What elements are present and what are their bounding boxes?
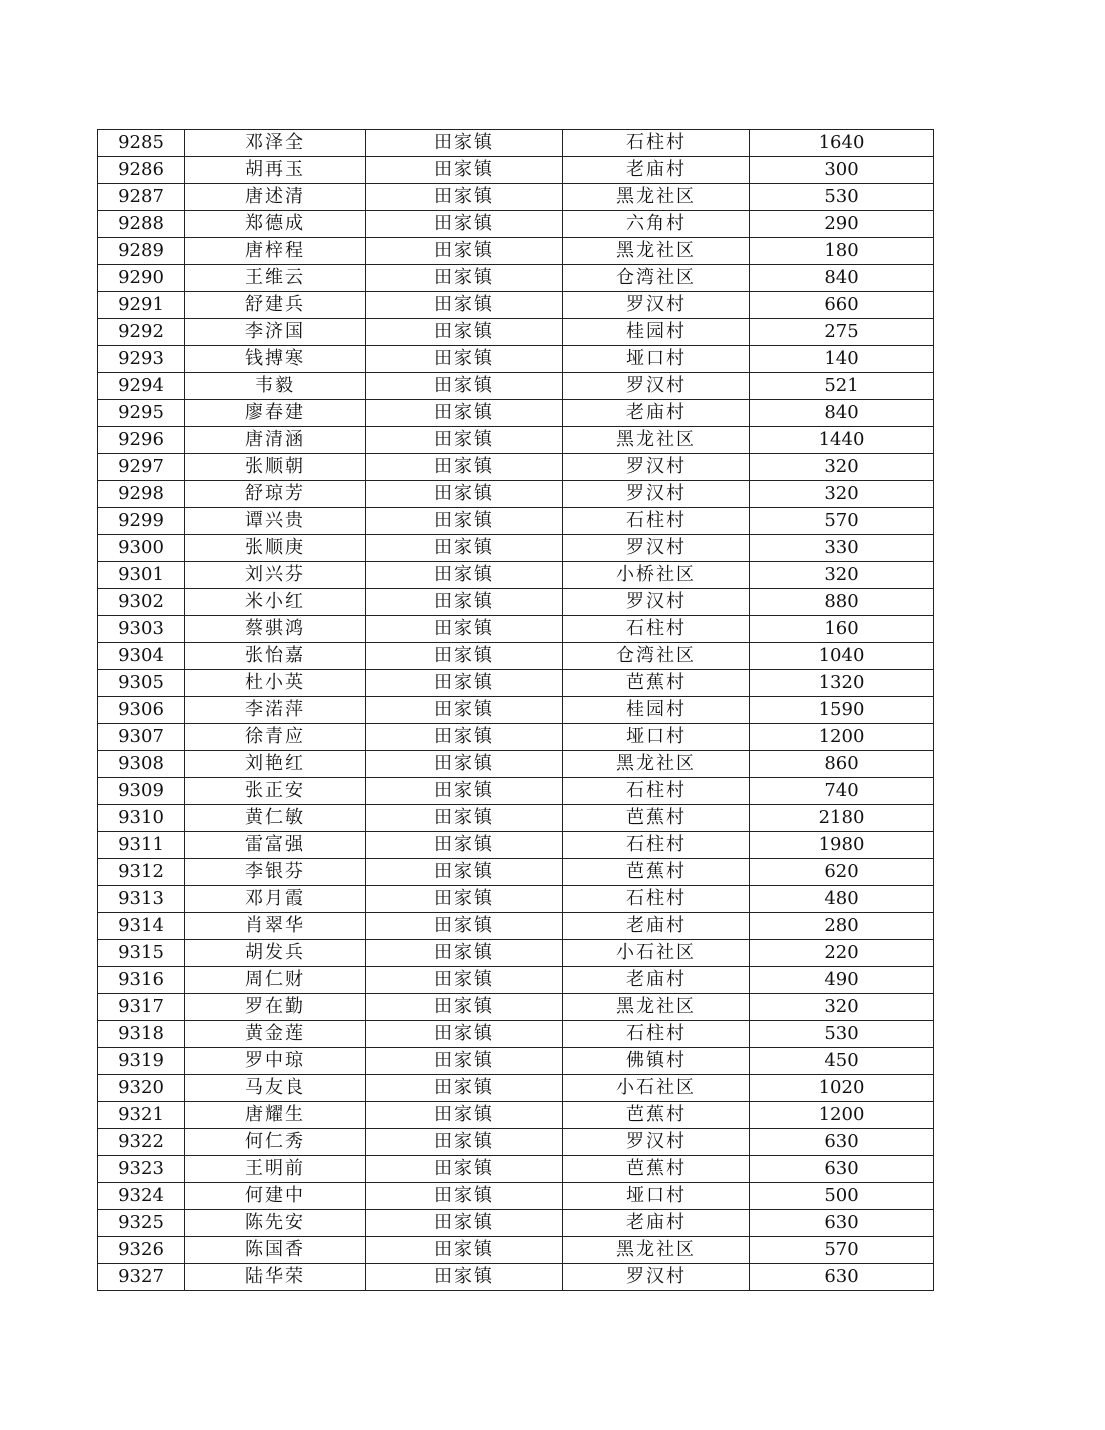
table-row — [98, 832, 934, 859]
amount-cell: 220 — [750, 940, 934, 967]
table-row — [98, 940, 934, 967]
record-id-cell: 9307 — [98, 724, 185, 751]
village-name-cell: 小桥社区 — [563, 562, 750, 589]
table-row — [98, 967, 934, 994]
amount-cell: 1200 — [750, 724, 934, 751]
record-id-cell: 9285 — [98, 130, 185, 157]
person-name-cell: 李银芬 — [185, 859, 366, 886]
person-name-cell: 郑德成 — [185, 211, 366, 238]
town-name-cell: 田家镇 — [366, 1021, 563, 1048]
person-name-cell: 谭兴贵 — [185, 508, 366, 535]
person-name-cell: 唐梓程 — [185, 238, 366, 265]
record-id-cell: 9325 — [98, 1210, 185, 1237]
person-name-cell: 何仁秀 — [185, 1129, 366, 1156]
town-name-cell: 田家镇 — [366, 130, 563, 157]
record-id-cell: 9326 — [98, 1237, 185, 1264]
table-row — [98, 184, 934, 211]
town-name-cell: 田家镇 — [366, 994, 563, 1021]
town-name-cell: 田家镇 — [366, 643, 563, 670]
record-id-cell: 9310 — [98, 805, 185, 832]
person-name-cell: 黄仁敏 — [185, 805, 366, 832]
record-id-cell: 9324 — [98, 1183, 185, 1210]
village-name-cell: 罗汉村 — [563, 454, 750, 481]
town-name-cell: 田家镇 — [366, 1264, 563, 1291]
town-name-cell: 田家镇 — [366, 832, 563, 859]
village-name-cell: 仓湾社区 — [563, 265, 750, 292]
record-id-cell: 9306 — [98, 697, 185, 724]
table-row — [98, 1102, 934, 1129]
amount-cell: 880 — [750, 589, 934, 616]
town-name-cell: 田家镇 — [366, 184, 563, 211]
village-name-cell: 罗汉村 — [563, 481, 750, 508]
town-name-cell: 田家镇 — [366, 778, 563, 805]
record-id-cell: 9312 — [98, 859, 185, 886]
table-row — [98, 670, 934, 697]
village-name-cell: 黑龙社区 — [563, 994, 750, 1021]
record-id-cell: 9292 — [98, 319, 185, 346]
table-row — [98, 1075, 934, 1102]
table-row — [98, 508, 934, 535]
table-row — [98, 427, 934, 454]
village-name-cell: 罗汉村 — [563, 292, 750, 319]
village-name-cell: 罗汉村 — [563, 535, 750, 562]
village-name-cell: 小石社区 — [563, 940, 750, 967]
table-row — [98, 211, 934, 238]
table-row — [98, 454, 934, 481]
person-name-cell: 韦毅 — [185, 373, 366, 400]
record-id-cell: 9304 — [98, 643, 185, 670]
village-name-cell: 芭蕉村 — [563, 805, 750, 832]
town-name-cell: 田家镇 — [366, 1210, 563, 1237]
town-name-cell: 田家镇 — [366, 913, 563, 940]
person-name-cell: 罗在勤 — [185, 994, 366, 1021]
amount-cell: 1200 — [750, 1102, 934, 1129]
village-name-cell: 垭口村 — [563, 724, 750, 751]
village-name-cell: 芭蕉村 — [563, 859, 750, 886]
person-name-cell: 张正安 — [185, 778, 366, 805]
record-id-cell: 9315 — [98, 940, 185, 967]
village-name-cell: 罗汉村 — [563, 373, 750, 400]
record-id-cell: 9302 — [98, 589, 185, 616]
person-name-cell: 钱搏寒 — [185, 346, 366, 373]
table-row — [98, 886, 934, 913]
record-id-cell: 9291 — [98, 292, 185, 319]
town-name-cell: 田家镇 — [366, 1237, 563, 1264]
town-name-cell: 田家镇 — [366, 589, 563, 616]
table-row — [98, 157, 934, 184]
amount-cell: 620 — [750, 859, 934, 886]
record-id-cell: 9305 — [98, 670, 185, 697]
table-row — [98, 994, 934, 1021]
amount-cell: 860 — [750, 751, 934, 778]
village-name-cell: 石柱村 — [563, 508, 750, 535]
person-name-cell: 邓月霞 — [185, 886, 366, 913]
town-name-cell: 田家镇 — [366, 886, 563, 913]
town-name-cell: 田家镇 — [366, 670, 563, 697]
table-row — [98, 535, 934, 562]
record-id-cell: 9313 — [98, 886, 185, 913]
record-id-cell: 9301 — [98, 562, 185, 589]
record-id-cell: 9311 — [98, 832, 185, 859]
amount-cell: 320 — [750, 481, 934, 508]
amount-cell: 450 — [750, 1048, 934, 1075]
village-name-cell: 佛镇村 — [563, 1048, 750, 1075]
amount-cell: 570 — [750, 1237, 934, 1264]
town-name-cell: 田家镇 — [366, 859, 563, 886]
village-name-cell: 垭口村 — [563, 346, 750, 373]
village-name-cell: 黑龙社区 — [563, 238, 750, 265]
amount-cell: 1980 — [750, 832, 934, 859]
table-row — [98, 913, 934, 940]
town-name-cell: 田家镇 — [366, 373, 563, 400]
amount-cell: 840 — [750, 265, 934, 292]
records-table — [97, 129, 934, 1291]
person-name-cell: 李济国 — [185, 319, 366, 346]
person-name-cell: 马友良 — [185, 1075, 366, 1102]
amount-cell: 840 — [750, 400, 934, 427]
record-id-cell: 9323 — [98, 1156, 185, 1183]
record-id-cell: 9288 — [98, 211, 185, 238]
town-name-cell: 田家镇 — [366, 211, 563, 238]
village-name-cell: 石柱村 — [563, 130, 750, 157]
record-id-cell: 9321 — [98, 1102, 185, 1129]
amount-cell: 300 — [750, 157, 934, 184]
table-row — [98, 1210, 934, 1237]
table-row — [98, 616, 934, 643]
table-row — [98, 859, 934, 886]
person-name-cell: 张顺庚 — [185, 535, 366, 562]
record-id-cell: 9294 — [98, 373, 185, 400]
table-row — [98, 400, 934, 427]
records-table-body — [98, 130, 934, 1291]
amount-cell: 480 — [750, 886, 934, 913]
village-name-cell: 石柱村 — [563, 886, 750, 913]
amount-cell: 1320 — [750, 670, 934, 697]
village-name-cell: 老庙村 — [563, 157, 750, 184]
amount-cell: 1640 — [750, 130, 934, 157]
person-name-cell: 张怡嘉 — [185, 643, 366, 670]
village-name-cell: 芭蕉村 — [563, 1102, 750, 1129]
village-name-cell: 老庙村 — [563, 1210, 750, 1237]
town-name-cell: 田家镇 — [366, 157, 563, 184]
table-row — [98, 1021, 934, 1048]
town-name-cell: 田家镇 — [366, 616, 563, 643]
town-name-cell: 田家镇 — [366, 751, 563, 778]
record-id-cell: 9295 — [98, 400, 185, 427]
person-name-cell: 邓泽全 — [185, 130, 366, 157]
person-name-cell: 张顺朝 — [185, 454, 366, 481]
village-name-cell: 石柱村 — [563, 778, 750, 805]
village-name-cell: 芭蕉村 — [563, 670, 750, 697]
town-name-cell: 田家镇 — [366, 940, 563, 967]
amount-cell: 1040 — [750, 643, 934, 670]
village-name-cell: 芭蕉村 — [563, 1156, 750, 1183]
record-id-cell: 9309 — [98, 778, 185, 805]
person-name-cell: 徐青应 — [185, 724, 366, 751]
record-id-cell: 9319 — [98, 1048, 185, 1075]
table-row — [98, 1048, 934, 1075]
village-name-cell: 小石社区 — [563, 1075, 750, 1102]
village-name-cell: 桂园村 — [563, 697, 750, 724]
amount-cell: 530 — [750, 184, 934, 211]
person-name-cell: 胡发兵 — [185, 940, 366, 967]
table-row — [98, 346, 934, 373]
table-row — [98, 724, 934, 751]
table-row — [98, 1129, 934, 1156]
table-row — [98, 130, 934, 157]
village-name-cell: 石柱村 — [563, 832, 750, 859]
amount-cell: 630 — [750, 1156, 934, 1183]
amount-cell: 740 — [750, 778, 934, 805]
village-name-cell: 垭口村 — [563, 1183, 750, 1210]
person-name-cell: 李渃萍 — [185, 697, 366, 724]
amount-cell: 140 — [750, 346, 934, 373]
amount-cell: 630 — [750, 1264, 934, 1291]
amount-cell: 630 — [750, 1129, 934, 1156]
record-id-cell: 9298 — [98, 481, 185, 508]
amount-cell: 1590 — [750, 697, 934, 724]
person-name-cell: 米小红 — [185, 589, 366, 616]
person-name-cell: 唐述清 — [185, 184, 366, 211]
village-name-cell: 罗汉村 — [563, 1129, 750, 1156]
town-name-cell: 田家镇 — [366, 238, 563, 265]
person-name-cell: 陈先安 — [185, 1210, 366, 1237]
record-id-cell: 9322 — [98, 1129, 185, 1156]
table-row — [98, 238, 934, 265]
record-id-cell: 9287 — [98, 184, 185, 211]
person-name-cell: 罗中琼 — [185, 1048, 366, 1075]
person-name-cell: 王明前 — [185, 1156, 366, 1183]
person-name-cell: 舒建兵 — [185, 292, 366, 319]
village-name-cell: 黑龙社区 — [563, 751, 750, 778]
table-row — [98, 319, 934, 346]
table-row — [98, 265, 934, 292]
amount-cell: 180 — [750, 238, 934, 265]
town-name-cell: 田家镇 — [366, 697, 563, 724]
person-name-cell: 廖春建 — [185, 400, 366, 427]
amount-cell: 275 — [750, 319, 934, 346]
record-id-cell: 9320 — [98, 1075, 185, 1102]
record-id-cell: 9290 — [98, 265, 185, 292]
table-row — [98, 1156, 934, 1183]
record-id-cell: 9286 — [98, 157, 185, 184]
village-name-cell: 罗汉村 — [563, 589, 750, 616]
amount-cell: 500 — [750, 1183, 934, 1210]
amount-cell: 660 — [750, 292, 934, 319]
person-name-cell: 唐耀生 — [185, 1102, 366, 1129]
town-name-cell: 田家镇 — [366, 967, 563, 994]
record-id-cell: 9303 — [98, 616, 185, 643]
table-row — [98, 481, 934, 508]
table-row — [98, 778, 934, 805]
village-name-cell: 仓湾社区 — [563, 643, 750, 670]
person-name-cell: 何建中 — [185, 1183, 366, 1210]
amount-cell: 530 — [750, 1021, 934, 1048]
person-name-cell: 肖翠华 — [185, 913, 366, 940]
village-name-cell: 老庙村 — [563, 913, 750, 940]
village-name-cell: 老庙村 — [563, 967, 750, 994]
record-id-cell: 9293 — [98, 346, 185, 373]
village-name-cell: 六角村 — [563, 211, 750, 238]
table-row — [98, 1183, 934, 1210]
person-name-cell: 舒琼芳 — [185, 481, 366, 508]
table-row — [98, 805, 934, 832]
village-name-cell: 罗汉村 — [563, 1264, 750, 1291]
amount-cell: 320 — [750, 994, 934, 1021]
record-id-cell: 9318 — [98, 1021, 185, 1048]
town-name-cell: 田家镇 — [366, 1156, 563, 1183]
data-sheet — [97, 129, 930, 1291]
amount-cell: 570 — [750, 508, 934, 535]
person-name-cell: 陆华荣 — [185, 1264, 366, 1291]
record-id-cell: 9327 — [98, 1264, 185, 1291]
table-row — [98, 589, 934, 616]
record-id-cell: 9308 — [98, 751, 185, 778]
table-row — [98, 292, 934, 319]
amount-cell: 490 — [750, 967, 934, 994]
town-name-cell: 田家镇 — [366, 292, 563, 319]
town-name-cell: 田家镇 — [366, 1183, 563, 1210]
table-row — [98, 1264, 934, 1291]
person-name-cell: 唐清涵 — [185, 427, 366, 454]
town-name-cell: 田家镇 — [366, 481, 563, 508]
record-id-cell: 9316 — [98, 967, 185, 994]
amount-cell: 521 — [750, 373, 934, 400]
town-name-cell: 田家镇 — [366, 562, 563, 589]
amount-cell: 330 — [750, 535, 934, 562]
person-name-cell: 刘兴芬 — [185, 562, 366, 589]
table-row — [98, 643, 934, 670]
table-row — [98, 751, 934, 778]
town-name-cell: 田家镇 — [366, 1075, 563, 1102]
village-name-cell: 黑龙社区 — [563, 184, 750, 211]
amount-cell: 320 — [750, 562, 934, 589]
person-name-cell: 蔡骐鸿 — [185, 616, 366, 643]
record-id-cell: 9297 — [98, 454, 185, 481]
person-name-cell: 胡再玉 — [185, 157, 366, 184]
record-id-cell: 9300 — [98, 535, 185, 562]
town-name-cell: 田家镇 — [366, 400, 563, 427]
amount-cell: 290 — [750, 211, 934, 238]
village-name-cell: 黑龙社区 — [563, 1237, 750, 1264]
town-name-cell: 田家镇 — [366, 805, 563, 832]
table-row — [98, 1237, 934, 1264]
person-name-cell: 陈国香 — [185, 1237, 366, 1264]
record-id-cell: 9314 — [98, 913, 185, 940]
town-name-cell: 田家镇 — [366, 319, 563, 346]
town-name-cell: 田家镇 — [366, 535, 563, 562]
town-name-cell: 田家镇 — [366, 1102, 563, 1129]
record-id-cell: 9289 — [98, 238, 185, 265]
amount-cell: 1020 — [750, 1075, 934, 1102]
village-name-cell: 黑龙社区 — [563, 427, 750, 454]
village-name-cell: 石柱村 — [563, 1021, 750, 1048]
town-name-cell: 田家镇 — [366, 265, 563, 292]
town-name-cell: 田家镇 — [366, 427, 563, 454]
town-name-cell: 田家镇 — [366, 1048, 563, 1075]
town-name-cell: 田家镇 — [366, 454, 563, 481]
table-row — [98, 562, 934, 589]
amount-cell: 280 — [750, 913, 934, 940]
table-row — [98, 697, 934, 724]
amount-cell: 2180 — [750, 805, 934, 832]
person-name-cell: 周仁财 — [185, 967, 366, 994]
amount-cell: 320 — [750, 454, 934, 481]
town-name-cell: 田家镇 — [366, 508, 563, 535]
person-name-cell: 杜小英 — [185, 670, 366, 697]
person-name-cell: 雷富强 — [185, 832, 366, 859]
person-name-cell: 黄金莲 — [185, 1021, 366, 1048]
person-name-cell: 刘艳红 — [185, 751, 366, 778]
record-id-cell: 9299 — [98, 508, 185, 535]
town-name-cell: 田家镇 — [366, 346, 563, 373]
amount-cell: 630 — [750, 1210, 934, 1237]
village-name-cell: 老庙村 — [563, 400, 750, 427]
record-id-cell: 9296 — [98, 427, 185, 454]
amount-cell: 1440 — [750, 427, 934, 454]
town-name-cell: 田家镇 — [366, 1129, 563, 1156]
amount-cell: 160 — [750, 616, 934, 643]
village-name-cell: 桂园村 — [563, 319, 750, 346]
person-name-cell: 王维云 — [185, 265, 366, 292]
record-id-cell: 9317 — [98, 994, 185, 1021]
village-name-cell: 石柱村 — [563, 616, 750, 643]
table-row — [98, 373, 934, 400]
town-name-cell: 田家镇 — [366, 724, 563, 751]
